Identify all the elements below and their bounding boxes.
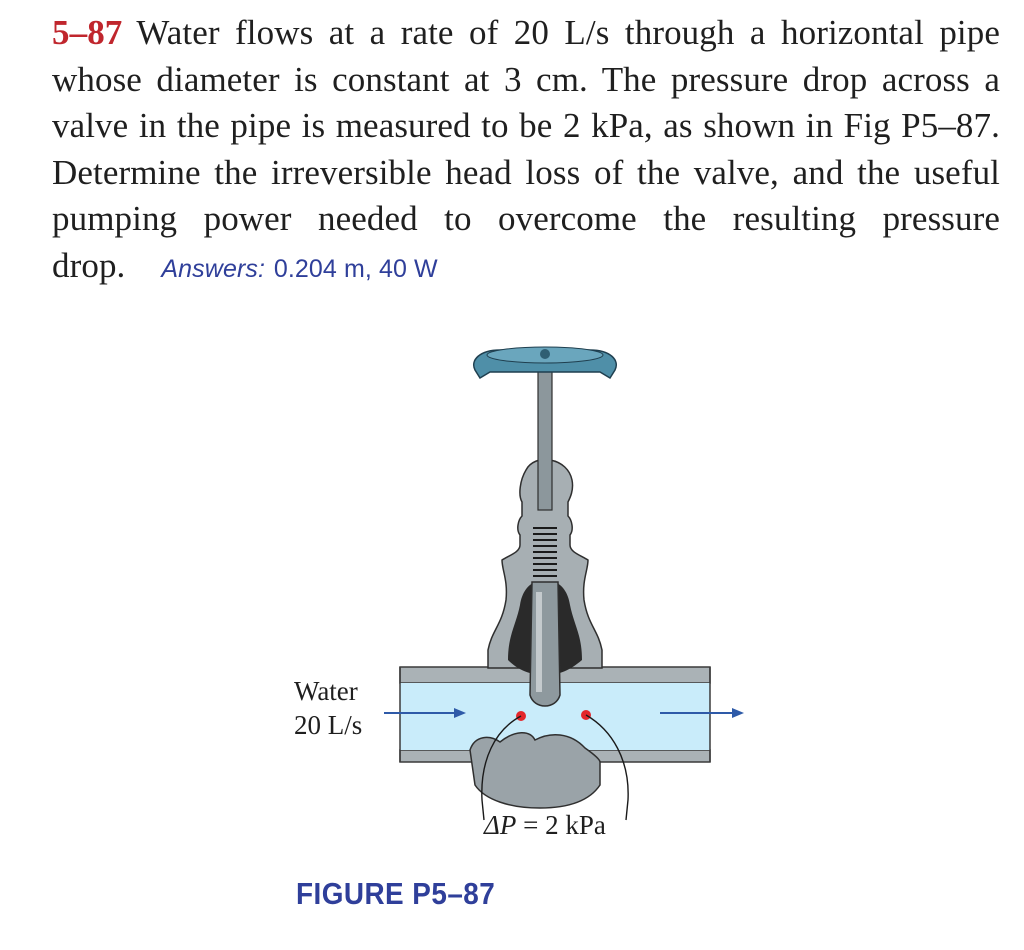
problem-number: 5–87 <box>52 13 123 52</box>
pressure-drop-label <box>484 810 606 840</box>
answers-label: Answers: <box>161 254 266 283</box>
delta-p-symbol: ΔP <box>484 810 517 840</box>
problem-text: Water flows at a rate of 20 L/s through a horizontal pipe whose diameter is constant at 3 cm. The pressure drop across a valve in the pipe is measured to be 2 kPa, as shown in Fig P5–87. Determine the irreversible head loss of the valve, and the useful pumping power needed to overcome the resulting pressure drop. <box>52 13 1000 285</box>
water-label: Water <box>294 676 358 706</box>
valve-gate <box>530 582 560 706</box>
figure-caption: FIGURE P5–87 <box>296 876 496 911</box>
problem-statement <box>52 10 1000 292</box>
valve-figure <box>270 330 770 850</box>
flow-rate-label: 20 L/s <box>294 710 363 740</box>
delta-p-value: = 2 kPa <box>516 810 606 840</box>
valve-stem <box>538 370 552 510</box>
valve-body-lower <box>470 733 600 808</box>
answers-value: 0.204 m, 40 W <box>273 254 438 283</box>
